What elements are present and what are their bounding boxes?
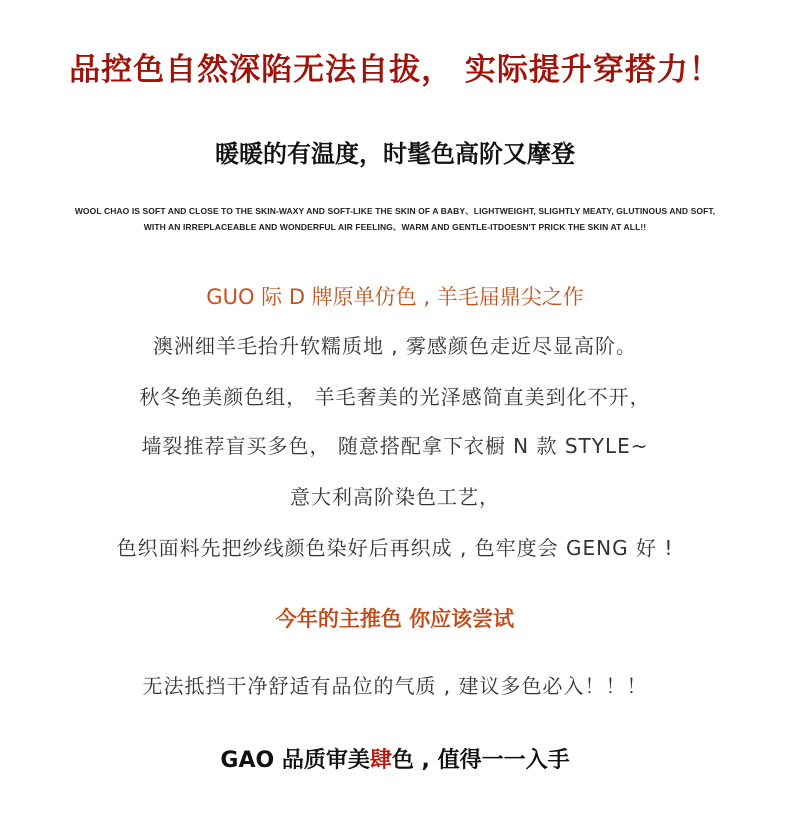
body-line-1: 澳洲细羊毛抬升软糯质地 , 雾感颜色走近尽显高阶。 bbox=[152, 334, 638, 358]
headline: 品控色自然深陷无法自拔， 实际提升穿搭力！ bbox=[69, 52, 721, 88]
body-line-4: 意大利高阶染色工艺， bbox=[290, 485, 500, 509]
brand-heading: GUO 际 D 牌原单仿色 , 羊毛届鼎尖之作 bbox=[206, 285, 584, 309]
english-description-line-2: WITH AN IRREPLACEABLE AND WONDERFUL AIR FEELING、WARM AND GENTLE-ITDOESN'T PRICK THE SKIN AT ALL!! bbox=[143, 222, 647, 232]
body-line-5: 色织面料先把纱线颜色染好后再织成 , 色牢度会 GENG 好 ! bbox=[116, 536, 674, 560]
final-line bbox=[0, 743, 790, 774]
english-description-line-1: WOOL CHAO IS SOFT AND CLOSE TO THE SKIN-WAXY AND SOFT-LIKE THE SKIN OF A BABY、LIGHTWEIGHT, SLIGHTLY MEATY, GLUTINOUS AND SOFT, bbox=[74, 206, 716, 216]
final-line-accent: 肆 bbox=[369, 748, 392, 773]
body-line-3: 墙裂推荐盲买多色， 随意搭配拿下衣橱 N 款 STYLE~ bbox=[141, 434, 649, 458]
body-line-2: 秋冬绝美颜色组， 羊毛奢美的光泽感简直美到化不开， bbox=[139, 385, 651, 409]
subtitle: 暖暖的有温度，时髦色高阶又摩登 bbox=[215, 140, 575, 168]
final-line-start: GAO 品质审美 bbox=[220, 748, 370, 773]
final-line-end: 色 , 值得一一入手 bbox=[391, 748, 570, 773]
recommend-heading: 今年的主推色 你应该尝试 bbox=[275, 607, 515, 631]
recommend-text: 无法抵挡干净舒适有品位的气质 , 建议多色必入！！！ bbox=[142, 674, 648, 698]
